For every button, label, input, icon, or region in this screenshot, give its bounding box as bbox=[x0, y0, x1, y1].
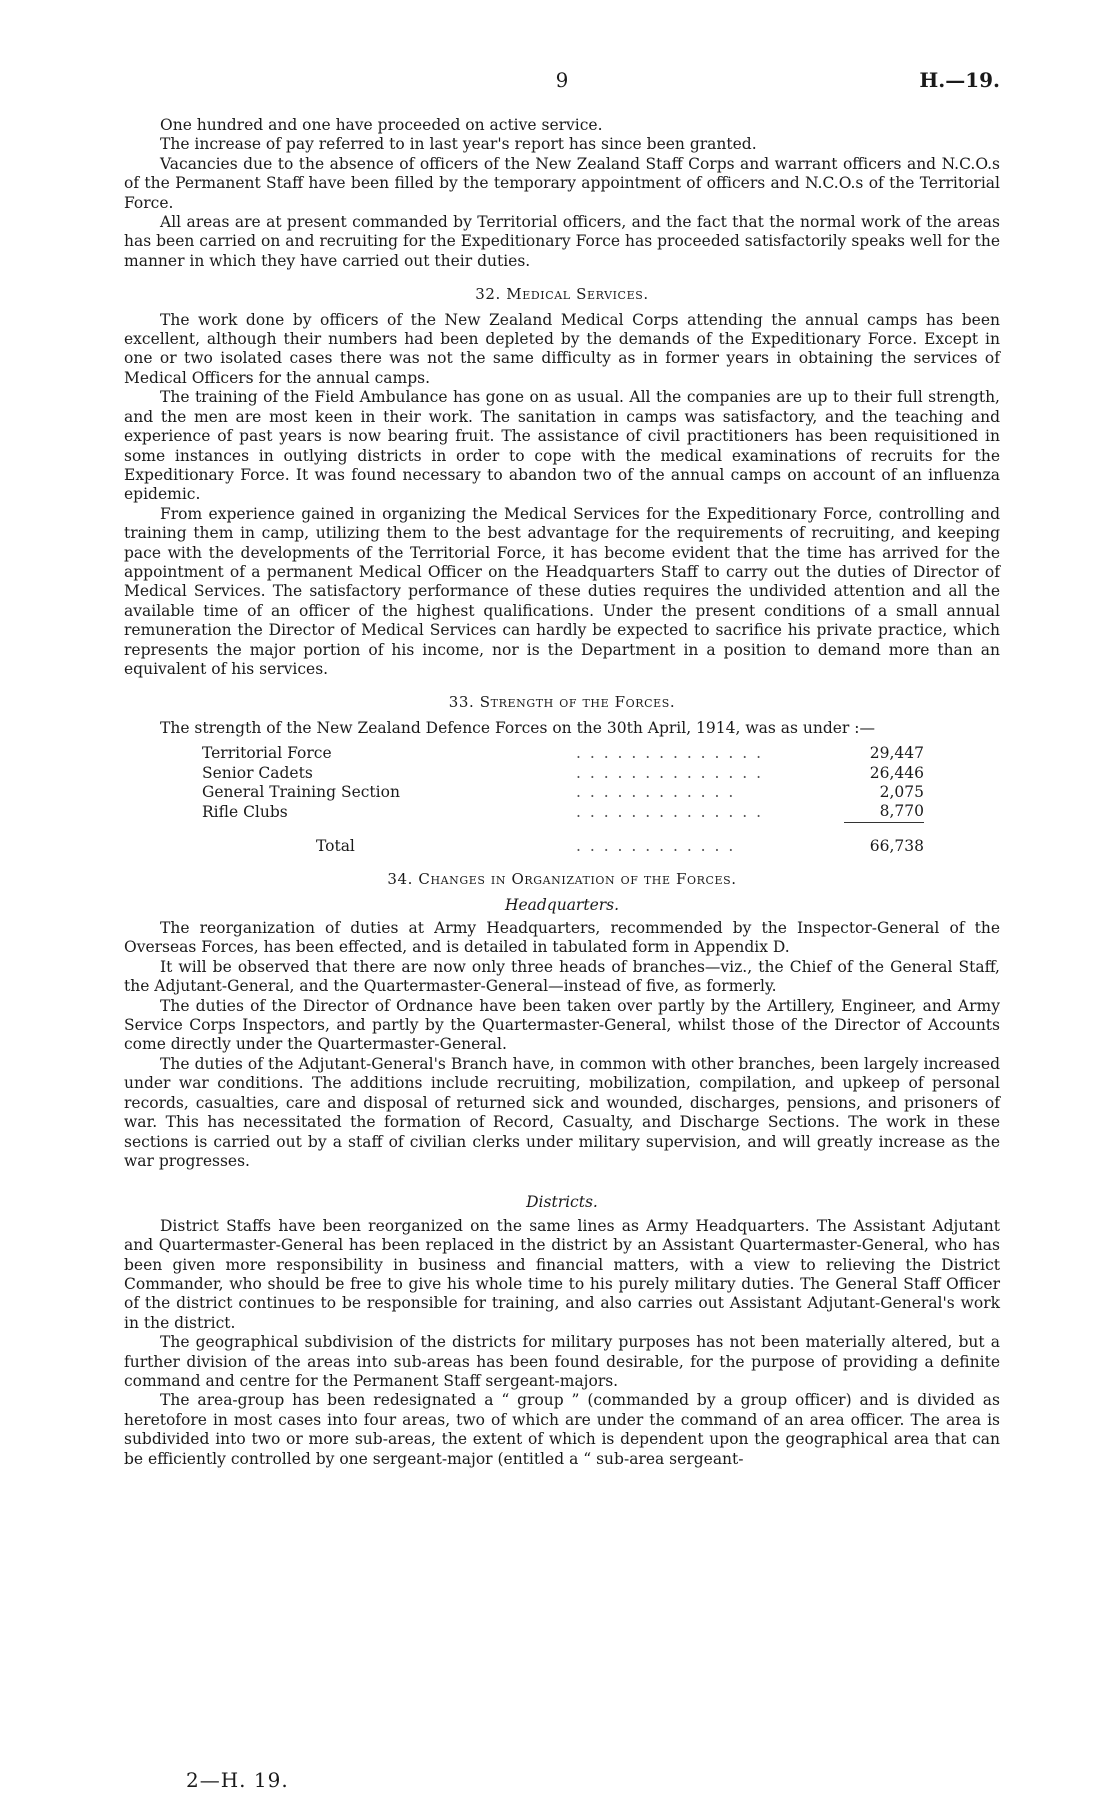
leader-dots: . . . . . . . . . . . . . . bbox=[576, 763, 764, 782]
leader-dots: . . . . . . . . . . . . . . bbox=[576, 802, 764, 821]
leader-dots: . . . . . . . . . . . . bbox=[576, 836, 736, 855]
paragraph: The reorganization of duties at Army Headquarters, recommended by the Inspector-General of the Overseas Forces, has been effected, and is detailed in tabulated form in Appendix D. bbox=[124, 919, 1000, 957]
section-heading-medical-services: 32. Medical Services. bbox=[475, 285, 649, 304]
subheading-headquarters: Headquarters. bbox=[504, 895, 620, 914]
paragraph: The duties of the Adjutant-General's Branch have, in common with other branches, been largely increased under war conditions. The additions include recruiting, mobilization, compilation, and upkeep of personal records, casualties, care and disposal of returned sick and wounded, discharges, pensions, and prisoners of war. This has necessitated the formation of Record, Casualty, and Discharge Sections. The work in these sections is carried out by a staff of civilian clerks under military supervision, and will greatly increase as the war progresses. bbox=[124, 1054, 1000, 1170]
section-heading-changes-in-organization: 34. Changes in Organization of the Forces. bbox=[387, 870, 737, 889]
row-value: 2,075 bbox=[879, 783, 924, 801]
table-row bbox=[202, 764, 924, 783]
document-reference: H.—19. bbox=[919, 68, 1000, 92]
total-value: 66,738 bbox=[844, 822, 924, 856]
paragraph: District Staffs have been reorganized on the same lines as Army Headquarters. The Assistant Adjutant and Quartermaster-General has been replaced in the district by an Assistant Quartermaster-General, who has been given more responsibility in business and financial matters, with a view to relieving the District Commander, who should be free to give his whole time to his purely military duties. The General Staff Officer of the district continues to be responsible for training, and also carries out Assistant Adjutant-General's work in the district. bbox=[124, 1216, 1000, 1332]
row-value: 29,447 bbox=[869, 744, 924, 763]
section-heading-strength-of-forces: 33. Strength of the Forces. bbox=[448, 693, 676, 712]
leader-dots: . . . . . . . . . . . . bbox=[576, 783, 736, 801]
paragraph: The strength of the New Zealand Defence Forces on the 30th April, 1914, was as under :— bbox=[160, 718, 875, 737]
page-body bbox=[124, 70, 1000, 1469]
paragraph: All areas are at present commanded by Territorial officers, and the fact that the normal work of the areas has been carried on and recruiting for the Expeditionary Force has proceeded satisfactorily speaks well for the manner in which they have carried out their duties. bbox=[124, 213, 1000, 270]
table-row bbox=[202, 744, 924, 763]
row-label: Rifle Clubs bbox=[202, 802, 288, 821]
paragraph: The increase of pay referred to in last year's report has since been granted. bbox=[160, 135, 757, 154]
paragraph: Vacancies due to the absence of officers of the New Zealand Staff Corps and warrant officers and N.C.O.s of the Permanent Staff have been filled by the temporary appointment of officers and N.C.O.s of the Territorial Force. bbox=[124, 154, 1000, 212]
row-label: General Training Section bbox=[202, 783, 400, 801]
row-value: 8,770 bbox=[879, 802, 924, 821]
row-value: 26,446 bbox=[869, 763, 924, 782]
row-label: Senior Cadets bbox=[202, 763, 313, 782]
paragraph: It will be observed that there are now only three heads of branches—viz., the Chief of the General Staff, the Adjutant-General, and the Quartermaster-General—instead of five, as formerly. bbox=[124, 957, 1000, 996]
paragraph: One hundred and one have proceeded on active service. bbox=[160, 116, 603, 134]
paragraph: From experience gained in organizing the Medical Services for the Expeditionary Force, controlling and training them in camp, utilizing them to the best advantage for the requirements of recruiting, and keeping pace with the developments of the Territorial Force, it has become evident that the time has arrived for the appointment of a permanent Medical Officer on the Headquarters Staff to carry out the duties of Director of Medical Services. The satisfactory performance of these duties requires the undivided attention and all the available time of an officer of the highest qualifications. Under the present conditions of a small annual remuneration the Director of Medical Services can hardly be expected to sacrifice his private practice, which represents the major portion of his income, nor is the Department in a position to demand more than an equivalent of his services. bbox=[124, 504, 1000, 678]
table-row bbox=[202, 802, 924, 822]
page-number: 9 bbox=[555, 68, 569, 92]
leader-dots: . . . . . . . . . . . . . . bbox=[576, 744, 764, 763]
strength-table bbox=[202, 744, 924, 856]
total-label: Total bbox=[316, 836, 355, 855]
subheading-districts: Districts. bbox=[526, 1193, 598, 1212]
paragraph: The duties of the Director of Ordnance have been taken over partly by the Artillery, Engineer, and Army Service Corps Inspectors, and partly by the Quartermaster-General, whilst those of the Director of Accounts come directly under the Quartermaster-General. bbox=[124, 996, 1000, 1054]
table-row bbox=[202, 783, 924, 802]
paragraph: The training of the Field Ambulance has gone on as usual. All the companies are up to their full strength, and the men are most keen in their work. The sanitation in camps was satisfactory, and the teaching and experience of past years is now bearing fruit. The assistance of civil practitioners has been requisitioned in some instances in outlying districts in order to cope with the medical examinations of recruits for the Expeditionary Force. It was found necessary to abandon two of the annual camps on account of an influenza epidemic. bbox=[124, 388, 1000, 504]
row-label: Territorial Force bbox=[202, 744, 332, 763]
paragraph: The area-group has been redesignated a “ group ” (commanded by a group officer) and is divided as heretofore in most cases into four areas, two of which are under the command of an area officer. The area is subdivided into two or more sub-areas, the extent of which is dependent upon the geographical area that can be efficiently controlled by one sergeant-major (entitled a “ sub-area sergeant- bbox=[124, 1391, 1000, 1468]
paragraph: The geographical subdivision of the districts for military purposes has not been materially altered, but a further division of the areas into sub-areas has been found desirable, for the purpose of providing a definite command and centre for the Permanent Staff sergeant-majors. bbox=[124, 1333, 1000, 1390]
paragraph: The work done by officers of the New Zealand Medical Corps attending the annual camps has been excellent, although their numbers had been depleted by the demands of the Expeditionary Force. Except in one or two isolated cases there was not the same difficulty as in former years in obtaining the services of Medical Officers for the annual camps. bbox=[124, 310, 1000, 387]
page-signature-mark: 2—H. 19. bbox=[186, 1768, 289, 1792]
total-row bbox=[202, 822, 924, 856]
